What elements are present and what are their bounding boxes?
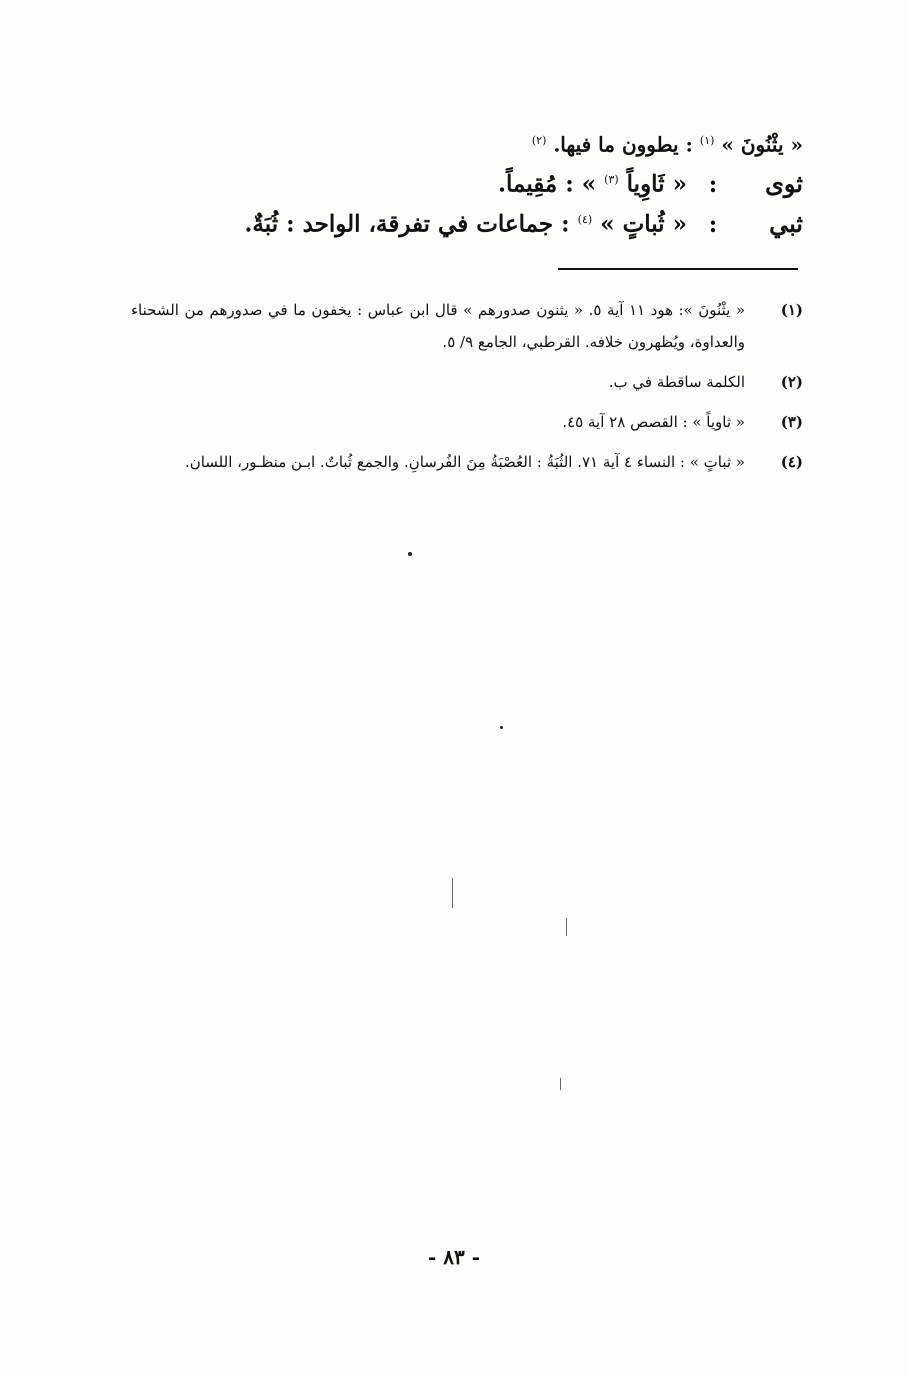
root-headword: ثبي: [769, 208, 803, 238]
footnote-number: (٤): [780, 453, 803, 471]
footnote-item: [131, 294, 803, 358]
footnote-item: [131, 406, 803, 438]
footnotes: [131, 294, 803, 486]
entry-text: « يثْنُونَ »: [721, 132, 803, 157]
footnote-ref[interactable]: (١): [699, 134, 715, 147]
scan-speck: [408, 552, 412, 556]
footnote-divider: [558, 268, 798, 270]
entry-text: « ثُباتٍ »: [600, 210, 687, 238]
entry-definition: : يطوون ما فيها.: [553, 132, 693, 157]
entry-definition: » : مُقِيماً.: [498, 170, 597, 198]
footnote-ref[interactable]: (٣): [604, 173, 619, 186]
footnote-text: الكلمة ساقطة في ب.: [608, 373, 745, 391]
footnote-text: « ثباتٍ » : النساء ٤ آية ٧١. الثُبَةُ : العُصْبَةُ مِنَ الفُرسانِ. والجمع ثُباتٌ. ابـن منظـور، اللسان.: [184, 453, 745, 471]
scan-speck: [500, 726, 503, 729]
scan-mark: [452, 878, 453, 908]
scan-mark: [566, 918, 567, 936]
footnote-ref[interactable]: (٢): [531, 134, 547, 147]
footnote-number: (٢): [780, 373, 803, 391]
entry-yathnun: [103, 122, 803, 160]
footnote-text: « يثْنُونَ »: هود ١١ آية ٥. « يثنون صدورهم » قال ابن عباس : يخفون ما في صدورهم من الشحناء والعداوة، ويُظهرون خلافه. القرطبي، الجامع ٩/ ٥.: [131, 301, 746, 351]
entry-definition: : جماعات في تفرقة، الواحد : ثُبَةٌ.: [244, 210, 570, 238]
footnote-number: (٣): [780, 413, 803, 431]
footnote-number: (١): [780, 301, 803, 319]
footnote-ref[interactable]: (٤): [577, 213, 593, 226]
scan-mark: [560, 1078, 561, 1090]
page-number: - ٨٣ -: [427, 1245, 480, 1269]
separator: :: [708, 210, 718, 238]
entry-thby: [103, 200, 803, 240]
footnote-item: [131, 446, 803, 478]
entry-text: « ثَاوِياً: [626, 170, 687, 198]
footnote-text: « ثاوياً » : القصص ٢٨ آية ٤٥.: [562, 413, 745, 431]
root-headword: ثوى: [765, 168, 803, 198]
separator: :: [708, 170, 718, 198]
footnote-item: [131, 366, 803, 398]
lexicon-entries: [103, 122, 803, 240]
entry-thwy: [103, 160, 803, 200]
